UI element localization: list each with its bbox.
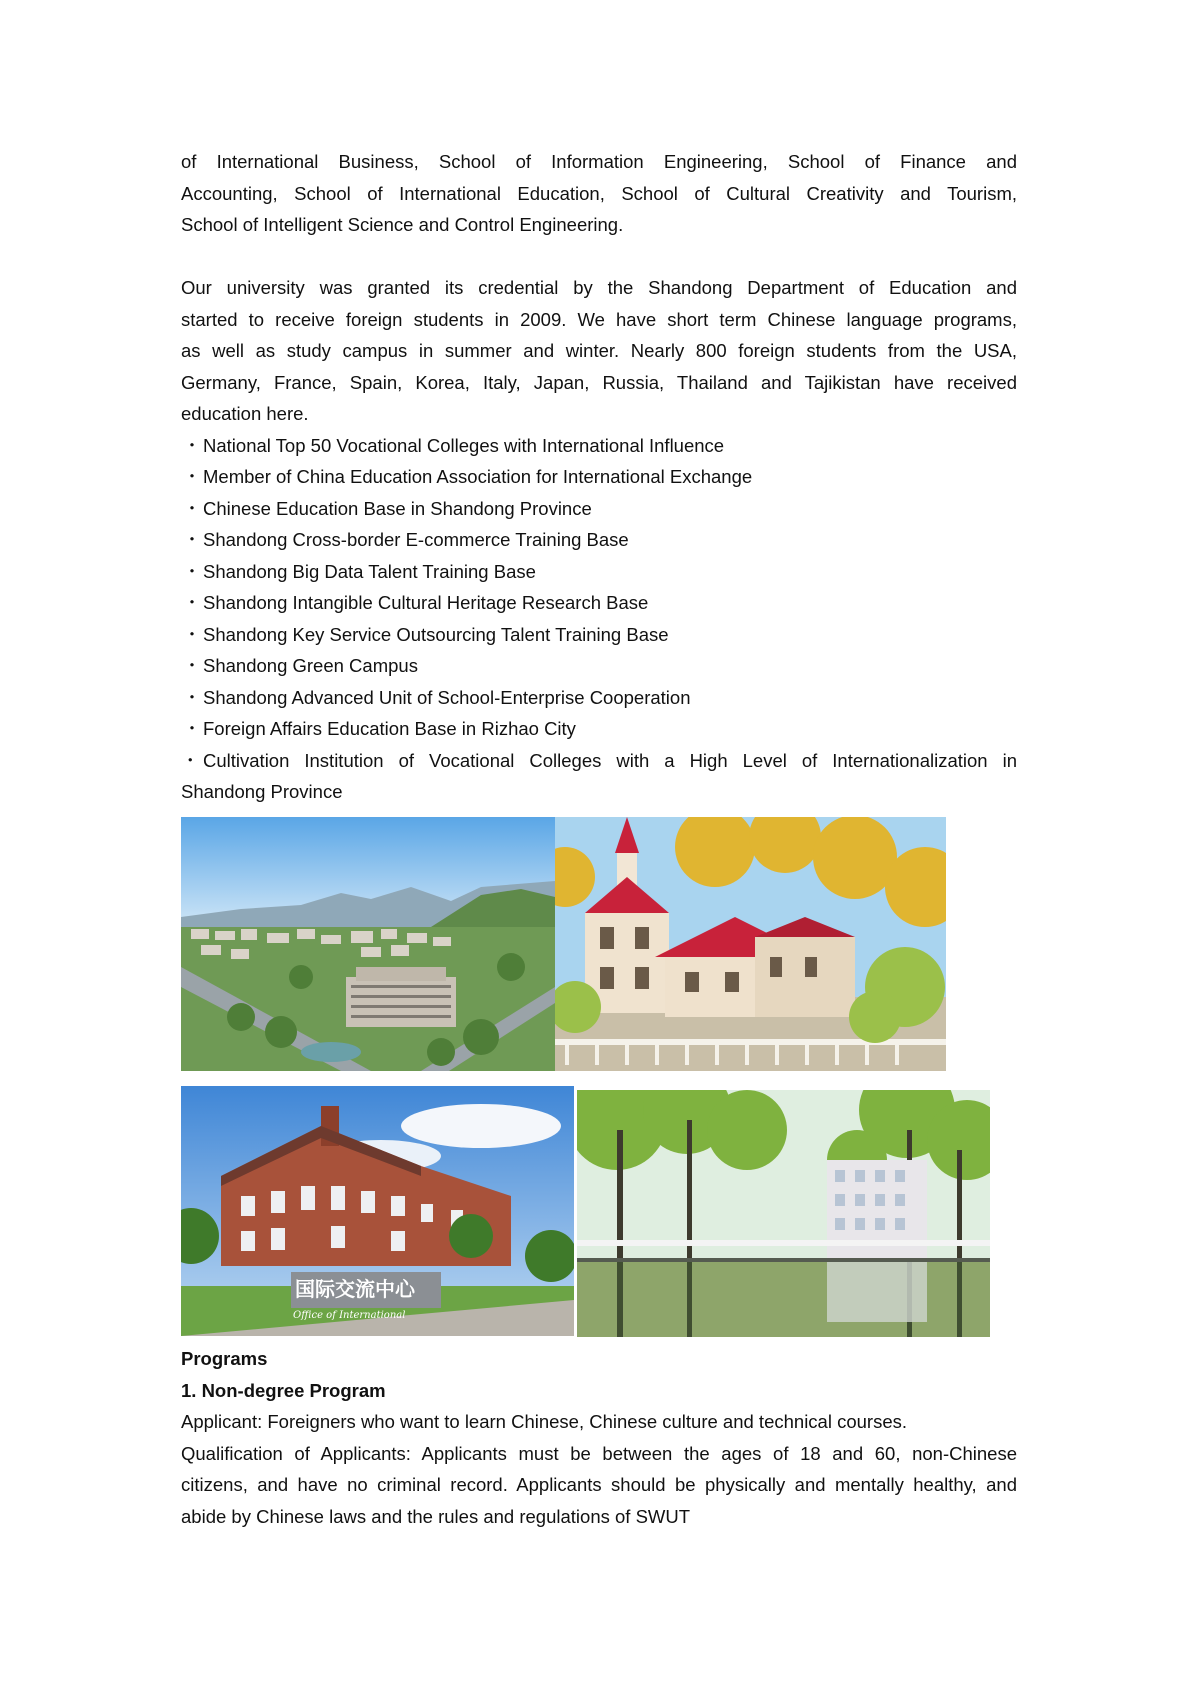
bullet-dot: ・ <box>181 749 200 771</box>
bullet-dot: ・ <box>182 497 202 519</box>
qualification-line: citizens, and have no criminal record. Applicants should be physically and mentally healthy, and <box>181 1474 1017 1495</box>
photo-aerial-campus <box>181 817 555 1071</box>
honor-item <box>181 713 1017 745</box>
honor-item <box>181 745 1017 777</box>
honor-item <box>181 682 1017 714</box>
honor-item <box>181 493 1017 525</box>
credential-line: started to receive foreign students in 2009. We have short term Chinese language programs, <box>181 308 1017 330</box>
honor-text: Shandong Big Data Talent Training Base <box>203 560 536 582</box>
bullet-dot: ・ <box>182 434 202 456</box>
honor-text: Shandong Green Campus <box>203 655 418 676</box>
honor-text: National Top 50 Vocational Colleges with International Influence <box>203 434 725 456</box>
honor-item <box>181 650 1017 682</box>
office-sign-chinese: 国际交流中心 <box>295 1277 415 1301</box>
office-sign-english: Office of International <box>293 1310 406 1321</box>
photo-international-office <box>181 1086 574 1336</box>
bullet-dot: ・ <box>182 655 202 676</box>
honor-item <box>181 556 1017 588</box>
bullet-dot: ・ <box>182 560 202 582</box>
credential-line: as well as study campus in summer and winter. Nearly 800 foreign students from the USA, <box>181 340 1017 361</box>
honor-text: Shandong Cross-border E-commerce Training Base <box>203 529 629 550</box>
honor-text: Shandong Key Service Outsourcing Talent Training Base <box>203 623 669 645</box>
bullet-dot: ・ <box>182 686 202 708</box>
honor-item <box>181 524 1017 556</box>
photo-red-roof-building <box>555 817 946 1071</box>
qualification-line: Qualification of Applicants: Applicants must be between the ages of 18 and 60, non-Chinese <box>181 1442 1017 1464</box>
programs-heading: Programs <box>181 1348 268 1369</box>
program-subheading: 1. Non-degree Program <box>181 1379 386 1401</box>
bullet-dot: ・ <box>182 592 202 613</box>
honor-item <box>181 461 1017 493</box>
bullet-dot: ・ <box>182 466 202 487</box>
bullet-dot: ・ <box>182 529 202 550</box>
red-roof-building-image <box>555 817 946 1071</box>
intro-line: School of Intelligent Science and Control Engineering. <box>181 214 624 235</box>
honor-text: Foreign Affairs Education Base in Rizhao City <box>203 718 576 739</box>
tree-lined-road-image <box>577 1090 990 1337</box>
intro-line: Accounting, School of International Education, School of Cultural Creativity and Tourism, <box>181 182 1017 204</box>
honor-text: Shandong Intangible Cultural Heritage Research Base <box>203 592 649 613</box>
honor-item-continuation: Shandong Province <box>181 781 343 802</box>
applicant-line: Applicant: Foreigners who want to learn Chinese, Chinese culture and technical courses. <box>181 1411 908 1432</box>
programs-section <box>181 1343 1017 1532</box>
aerial-campus-image <box>181 817 555 1071</box>
credential-line: education here. <box>181 403 309 424</box>
honor-text: Cultivation Institution of Vocational Colleges with a High Level of Internationalization in <box>203 749 1017 771</box>
honor-item <box>181 430 1017 462</box>
honors-list <box>181 430 1017 808</box>
photo-tree-lined-road <box>577 1090 990 1337</box>
honor-text: Chinese Education Base in Shandong Province <box>203 497 592 519</box>
honor-item <box>181 587 1017 619</box>
honor-text: Member of China Education Association for International Exchange <box>203 466 753 487</box>
honor-text: Shandong Advanced Unit of School-Enterprise Cooperation <box>203 686 691 708</box>
intro-line: of International Business, School of Information Engineering, School of Finance and <box>181 151 1017 172</box>
honor-item <box>181 619 1017 651</box>
credential-paragraph <box>181 272 1017 808</box>
qualification-line: abide by Chinese laws and the rules and regulations of SWUT <box>181 1505 691 1527</box>
bullet-dot: ・ <box>182 718 202 739</box>
international-office-image <box>181 1086 574 1336</box>
credential-line: Germany, France, Spain, Korea, Italy, Japan, Russia, Thailand and Tajikistan have received <box>181 371 1017 393</box>
bullet-dot: ・ <box>182 623 202 645</box>
credential-line: Our university was granted its credential by the Shandong Department of Education and <box>181 277 1017 298</box>
intro-paragraph <box>181 146 1017 241</box>
